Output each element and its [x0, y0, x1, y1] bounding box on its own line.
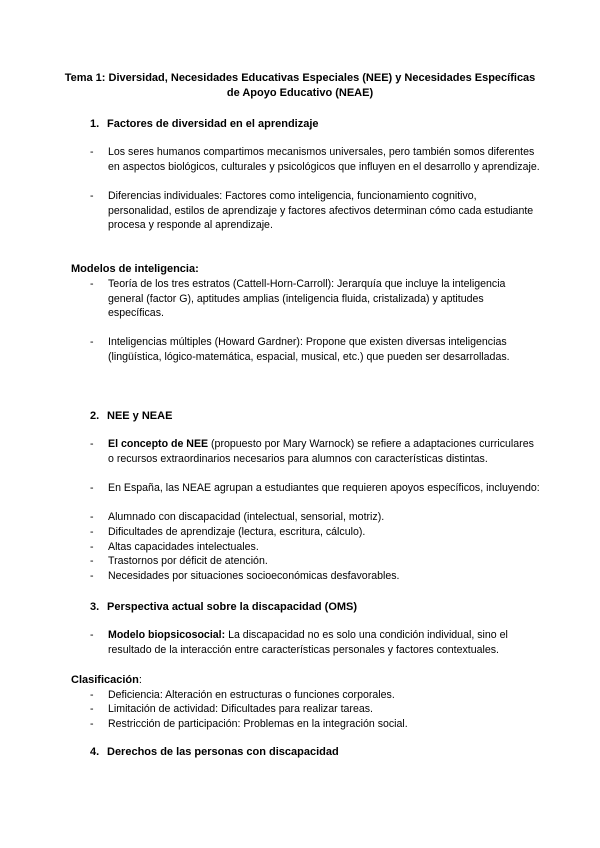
list-item: - Dificultades de aprendizaje (lectura, escritura, cálculo).: [90, 526, 366, 538]
list-item: - Inteligencias múltiples (Howard Gardner): Propone que existen diversas inteligencias (lingüística, lógico-matemática, espacial, musical, etc.) que pueden ser desarrolladas.: [90, 336, 510, 363]
section-heading-2: 2. NEE y NEAE: [90, 410, 173, 422]
list-item: - Limitación de actividad: Dificultades para realizar tareas.: [90, 703, 373, 715]
section-heading-1: 1. Factores de diversidad en el aprendizaje: [90, 118, 319, 130]
list-item: - Deficiencia: Alteración en estructuras o funciones corporales.: [90, 689, 395, 701]
list-item: - Modelo biopsicosocial: La discapacidad no es solo una condición individual, sino el resultado de la interacción entre características personales y factores contextuales.: [90, 629, 508, 656]
list-item: - En España, las NEAE agrupan a estudiantes que requieren apoyos específicos, incluyendo:: [90, 482, 540, 494]
list-item: - Necesidades por situaciones socioeconómicas desfavorables.: [90, 570, 400, 582]
section-heading-3: 3. Perspectiva actual sobre la discapacidad (OMS): [90, 601, 358, 613]
list-item: - Los seres humanos compartimos mecanismos universales, pero también somos diferentes en aspectos biológicos, culturales y psicológicos que influyen en el desarrollo y aprendizaje.: [90, 146, 540, 173]
list-item: - Diferencias individuales: Factores como inteligencia, funcionamiento cognitivo, personalidad, estilos de aprendizaje y factores afectivos determinan cómo cada estudiante procesa y responde al aprendizaje.: [90, 190, 534, 232]
section-heading-4: 4. Derechos de las personas con discapacidad: [90, 746, 339, 758]
list-item: - Trastornos por déficit de atención.: [90, 555, 268, 567]
list-item: - Alumnado con discapacidad (intelectual, sensorial, motriz).: [90, 511, 385, 523]
models-heading: Modelos de inteligencia:: [71, 263, 199, 275]
list-item: - Teoría de los tres estratos (Cattell-Horn-Carroll): Jerarquía que incluye la inteligencia general (factor G), aptitudes amplias (inteligencia fluida, cristalizada) y aptitudes específicas.: [90, 278, 506, 320]
list-item: - El concepto de NEE (propuesto por Mary Warnock) se refiere a adaptaciones curriculares o recursos extraordinarios necesarios para alumnos con características distintas.: [90, 438, 534, 465]
classification-heading: Clasificación:: [71, 674, 142, 686]
document-title: Tema 1: Diversidad, Necesidades Educativas Especiales (NEE) y Necesidades Específicas de Apoyo Educativo (NEAE): [64, 72, 536, 99]
list-item: - Altas capacidades intelectuales.: [90, 541, 259, 553]
list-item: - Restricción de participación: Problemas en la integración social.: [90, 718, 408, 730]
